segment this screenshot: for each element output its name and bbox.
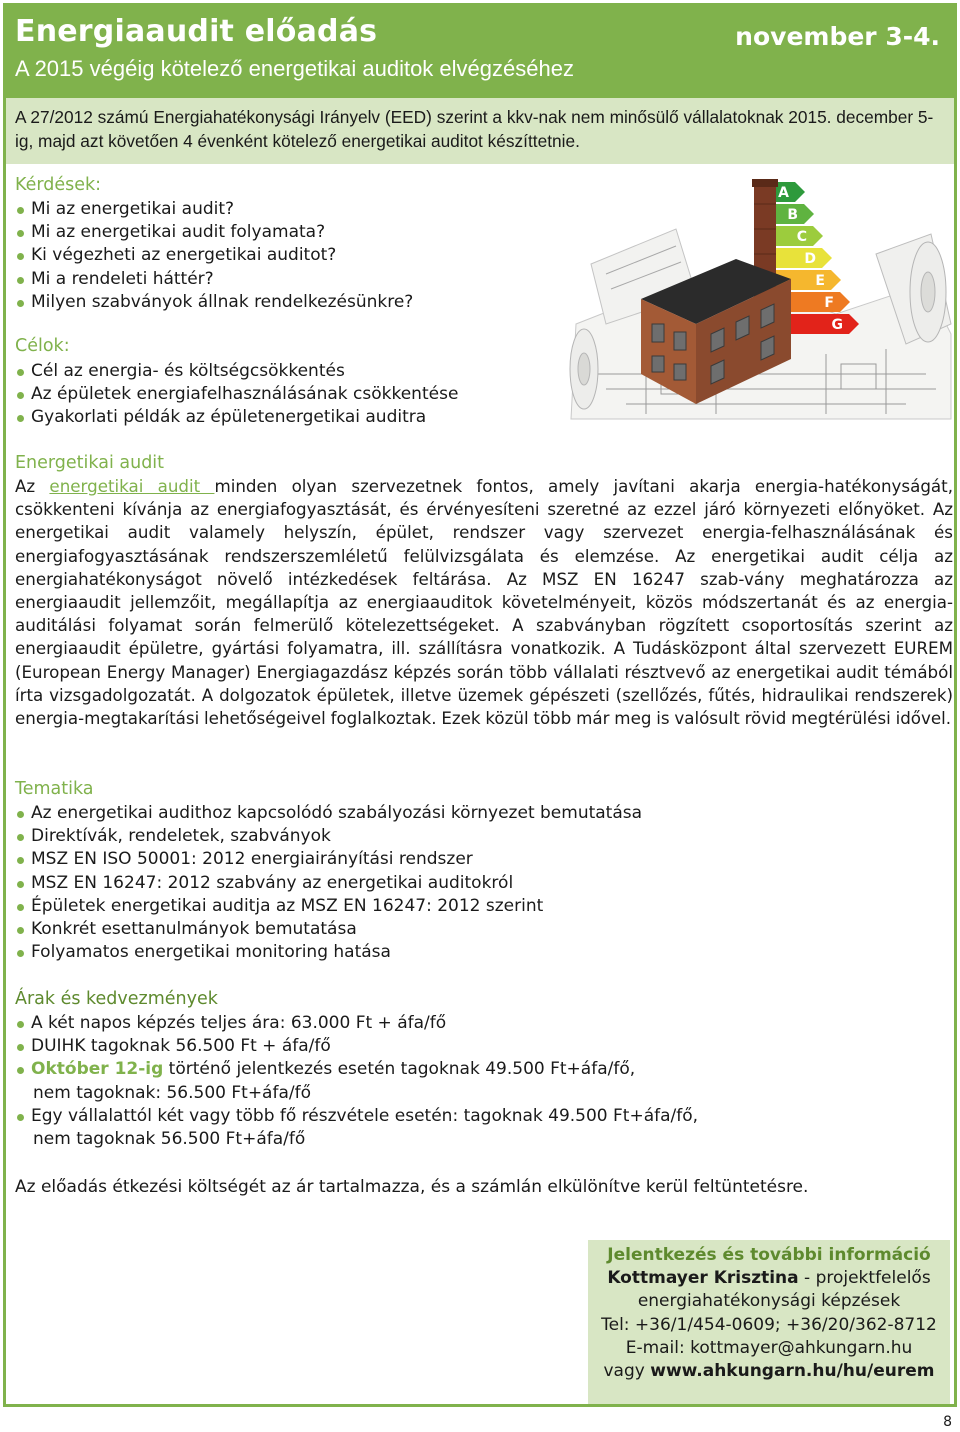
list-item: Gyakorlati példák az épületenergetikai auditra <box>15 406 458 429</box>
energy-bar-label: G <box>831 317 843 333</box>
contact-person <box>588 1267 950 1290</box>
contact-role: - projektfelelős <box>798 1268 931 1289</box>
energy-bar-d <box>771 248 832 268</box>
list-item: DUIHK tagoknak 56.500 Ft + áfa/fő <box>15 1035 698 1058</box>
audit-body-text: minden olyan szervezetnek fontos, amely javítani akarja energia-hatékonyságát, csökkenteni kívánja az energiafogyasztását, és érvényesíteni szeretné az ezzel járó környezeti előnyöket. Az energetikai audit valamely helyszín, épület, rendszer vagy szervezet energia-felhasználásának és energiafogyasztásának rendszerszemléletű felülvizsgálata és elemzése. Az energetikai audit célja az energiahatékonyságot növelő intézkedések feltárása. Az MSZ EN 16247 szab-vány meghatározza az energiaaudit jellemzőit, megállapítja az energiaauditok követelményeit, közös módszertanát és az energia-auditálási folyamat során felmerülő kötelezettségeket. A szabványban rögzített csoportosítás szerint az energiaaudit épületre, gyártási folyamatra, ill. szállításra vonatkozik. A Tudásközpont által szervezett EUREM (European Energy Manager) Energiagazdász képzés során több vállalati résztvevő az energetikai audit témából írta vizsgadolgozatát. A dolgozatok épületek, illetve üzemek gépészeti (szellőzés, fűtés, hidraulikai rendszerek) energia-megtakarítási lehetőségeivel foglalkoztak. Ezek közül több már meg is valósult rövid megtérülési idővel. <box>15 476 954 729</box>
energy-bar-label: A <box>778 185 789 201</box>
list-item: Ki végezheti az energetikai auditot? <box>15 244 413 267</box>
intro-text: A 27/2012 számú Energiahatékonysági Irányelv (EED) szerint a kkv-nak nem minősülő vállalatoknak 2015. december 5-ig, majd azt követően 4 évenként kötelező energetikai auditot készíttetnie. <box>15 107 934 151</box>
page-frame <box>3 3 957 1407</box>
energy-bar-label: E <box>815 273 825 289</box>
list-item: Konkrét esettanulmányok bemutatása <box>15 918 642 941</box>
topics-list <box>15 802 642 964</box>
list-item: Mi a rendeleti háttér? <box>15 268 413 291</box>
contact-name: Kottmayer Krisztina <box>607 1268 799 1289</box>
intro-band <box>6 98 954 164</box>
energy-bar-label: D <box>804 251 816 267</box>
header-bar <box>6 6 954 98</box>
list-item: MSZ EN 16247: 2012 szabvány az energetikai auditokról <box>15 872 642 895</box>
energetikai-audit-link[interactable]: energetikai audit <box>49 476 215 496</box>
list-item-continuation <box>15 1128 698 1151</box>
list-item: Az épületek energiafelhasználásának csökkentése <box>15 383 458 406</box>
list-item: A két napos képzés teljes ára: 63.000 Ft + áfa/fő <box>15 1012 698 1035</box>
page-subtitle: A 2015 végéig kötelező energetikai auditok elvégzéséhez <box>15 56 574 81</box>
list-item: Cél az energia- és költségcsökkentés <box>15 360 458 383</box>
meal-note: Az előadás étkezési költségét az ár tartalmazza, és a számlán elkülönítve kerül feltüntetésre. <box>15 1177 809 1197</box>
topics-heading: Tematika <box>15 779 94 799</box>
event-date: november 3-4. <box>735 22 940 51</box>
prices-list <box>15 1012 698 1151</box>
contact-dept: energiahatékonysági képzések <box>637 1291 901 1312</box>
prices-heading: Árak és kedvezmények <box>15 989 218 1009</box>
continuation-text: nem tagoknak: 56.500 Ft+áfa/fő <box>33 1082 311 1103</box>
list-item: Direktívák, rendeletek, szabványok <box>15 825 642 848</box>
energy-bar-label: B <box>787 207 798 223</box>
list-item: Milyen szabványok állnak rendelkezésünkre? <box>15 291 413 314</box>
goals-list <box>15 360 458 430</box>
page-title: Energiaaudit előadás <box>15 14 378 49</box>
questions-heading: Kérdések: <box>15 175 102 195</box>
contact-title: Jelentkezés és további információ <box>607 1245 931 1265</box>
contact-box <box>588 1240 950 1404</box>
list-item <box>15 1058 698 1081</box>
continuation-text: nem tagoknak 56.500 Ft+áfa/fő <box>33 1129 306 1150</box>
audit-heading: Energetikai audit <box>15 453 165 473</box>
energy-label-house-illustration <box>566 174 954 424</box>
list-item-text: történő jelentkezés esetén tagoknak 49.500 Ft+áfa/fő, <box>163 1059 636 1080</box>
contact-phone: Tel: +36/1/454-0609; +36/20/362-8712 <box>601 1314 937 1335</box>
list-item: Folyamatos energetikai monitoring hatása <box>15 941 642 964</box>
contact-web-line <box>588 1360 950 1383</box>
deadline-highlight: Október 12-ig <box>31 1059 164 1080</box>
audit-paragraph <box>15 475 953 730</box>
page-number: 8 <box>943 1414 952 1430</box>
contact-web-prefix: vagy <box>603 1361 651 1382</box>
contact-web-link[interactable]: www.ahkungarn.hu/hu/eurem <box>650 1361 935 1382</box>
energy-bar-label: F <box>824 295 834 311</box>
list-item: Mi az energetikai audit folyamata? <box>15 221 413 244</box>
list-item: Egy vállalattól két vagy több fő részvétele esetén: tagoknak 49.500 Ft+áfa/fő, <box>15 1105 698 1128</box>
list-item: MSZ EN ISO 50001: 2012 energiairányítási rendszer <box>15 848 642 871</box>
contact-email[interactable]: E-mail: kottmayer@ahkungarn.hu <box>625 1337 913 1358</box>
audit-prefix: Az <box>15 476 50 496</box>
energy-bar-label: C <box>796 229 807 245</box>
list-item: Az energetikai audithoz kapcsolódó szabályozási környezet bemutatása <box>15 802 642 825</box>
questions-list <box>15 198 413 314</box>
list-item-continuation <box>15 1082 698 1105</box>
list-item: Mi az energetikai audit? <box>15 198 413 221</box>
list-item: Épületek energetikai auditja az MSZ EN 16247: 2012 szerint <box>15 895 642 918</box>
goals-heading: Célok: <box>15 336 70 356</box>
